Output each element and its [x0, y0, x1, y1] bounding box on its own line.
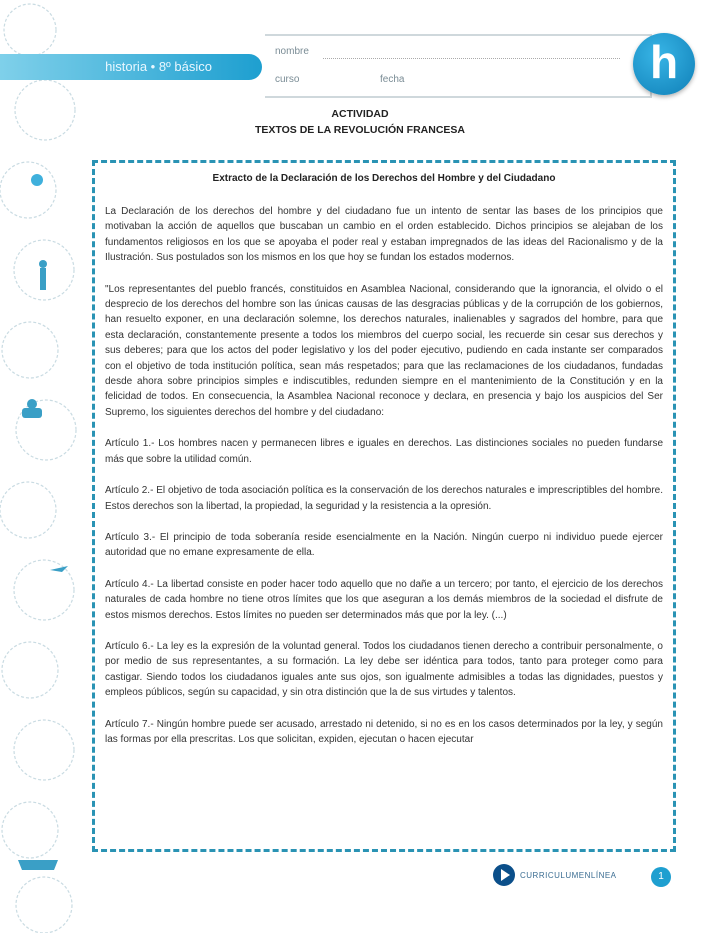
activity-label: ACTIVIDAD [331, 108, 389, 120]
article-7: Artículo 7.- Ningún hombre puede ser acusado, arrestado ni detenido, si no es en los casos determinados por la ley, y según las formas por ella prescritas. Los que solicitan, expiden, ejecutan o hacen ejecutar [105, 718, 663, 745]
intro-paragraph: La Declaración de los derechos del hombre y del ciudadano fue un intento de sentar las bases de los principios que motivaban la acción de aquellos que buscaban un cambio en el orden establecido. Dichos principios se alejaban de los fundamentos religiosos en los que se apoyaba el poder real y estaban impregnados de las ideas del Racionalismo y de la Ilustración. Sus postulados son los mismos en los que hoy se fundan los estados modernos. [105, 206, 663, 264]
page-title: TEXTOS DE LA REVOLUCIÓN FRANCESA [254, 124, 465, 136]
play-icon [493, 864, 515, 886]
article-3: Artículo 3.- El principio de toda soberanía reside esencialmente en la Nación. Ningún cuerpo ni individuo puede ejercer autoridad que no emane expresamente de ella. [105, 531, 663, 559]
curriculum-logo [493, 864, 617, 886]
name-field[interactable] [323, 58, 620, 59]
course-label: curso [275, 74, 300, 85]
history-logo: h [633, 33, 695, 95]
article-2: Artículo 2.- El objetivo de toda asociación política es la conservación de los derechos naturales e imprescriptibles del hombre. Estos derechos son la libertad, la propiedad, la seguridad y la resistencia a la opresión. [105, 485, 663, 512]
subject-banner: historia • 8º básico [0, 54, 262, 80]
student-info-box [265, 34, 652, 98]
preamble-paragraph: "Los representantes del pueblo francés, constituidos en Asamblea Nacional, considerando que la ignorancia, el olvido o el desprecio de los derechos del hombre son las únicas causas de las desgracias públicas y de la corrupción de los gobiernos, han resuelto exponer, en una declaración solemne, los derechos naturales, inalienables y sagrados del hombre, para que esta declaración, constantemente presente a todos los miembros del cuerpo social, les recuerde sin cesar sus derechos y sus deberes; para que los actos del poder legislativo y los del poder ejecutivo, pudiendo en cada instante ser comparados con el objetivo de toda institución política, sean más respetados; para que las reclamaciones de los ciudadanos, fundadas desde ahora sobre principios simples e indiscutibles, redunden siempre en el mantenimiento de la Constitución y en la felicidad de todos. En consecuencia, la Asamblea Nacional reconoce y declara, en presencia y bajo los auspicios del Ser Supremo, los siguientes derechos del hombre y del ciudadano: [105, 283, 663, 418]
article-1: Artículo 1.- Los hombres nacen y permanecen libres e iguales en derechos. Las distinciones sociales no pueden fundarse más que sobre la utilidad común. [105, 438, 663, 465]
article-6: Artículo 6.- La ley es la expresión de la voluntad general. Todos los ciudadanos tienen derecho a contribuir personalmente, o por medio de sus representantes, a su formación. La ley debe ser idéntica para todos, tanto para proteger como para castigar. Siendo todos los ciudadanos iguales ante sus ojos, son igualmente admisibles a todas las dignidades, puestos y empleos públicos, según su capacidad, y sin otra distinción que la de sus virtudes y talentos. [105, 640, 663, 699]
decorative-swirl-border [0, 0, 80, 933]
page-number: 1 [651, 867, 671, 887]
date-label: fecha [380, 74, 405, 85]
brand-name: CURRICULUMENLÍNEA [520, 870, 617, 880]
name-label: nombre [275, 46, 309, 57]
article-4: Artículo 4.- La libertad consiste en poder hacer todo aquello que no dañe a un tercero; por tanto, el ejercicio de los derechos naturales de cada hombre no tiene otros límites que los que aseguran a los demás miembros de la sociedad el disfrute de estos mismos derechos. Estos límites no pueden ser determinados más que por la ley. (...) [105, 578, 663, 621]
excerpt-heading: Extracto de la Declaración de los Derechos del Hombre y del Ciudadano [212, 173, 556, 184]
excerpt-box [92, 160, 676, 852]
